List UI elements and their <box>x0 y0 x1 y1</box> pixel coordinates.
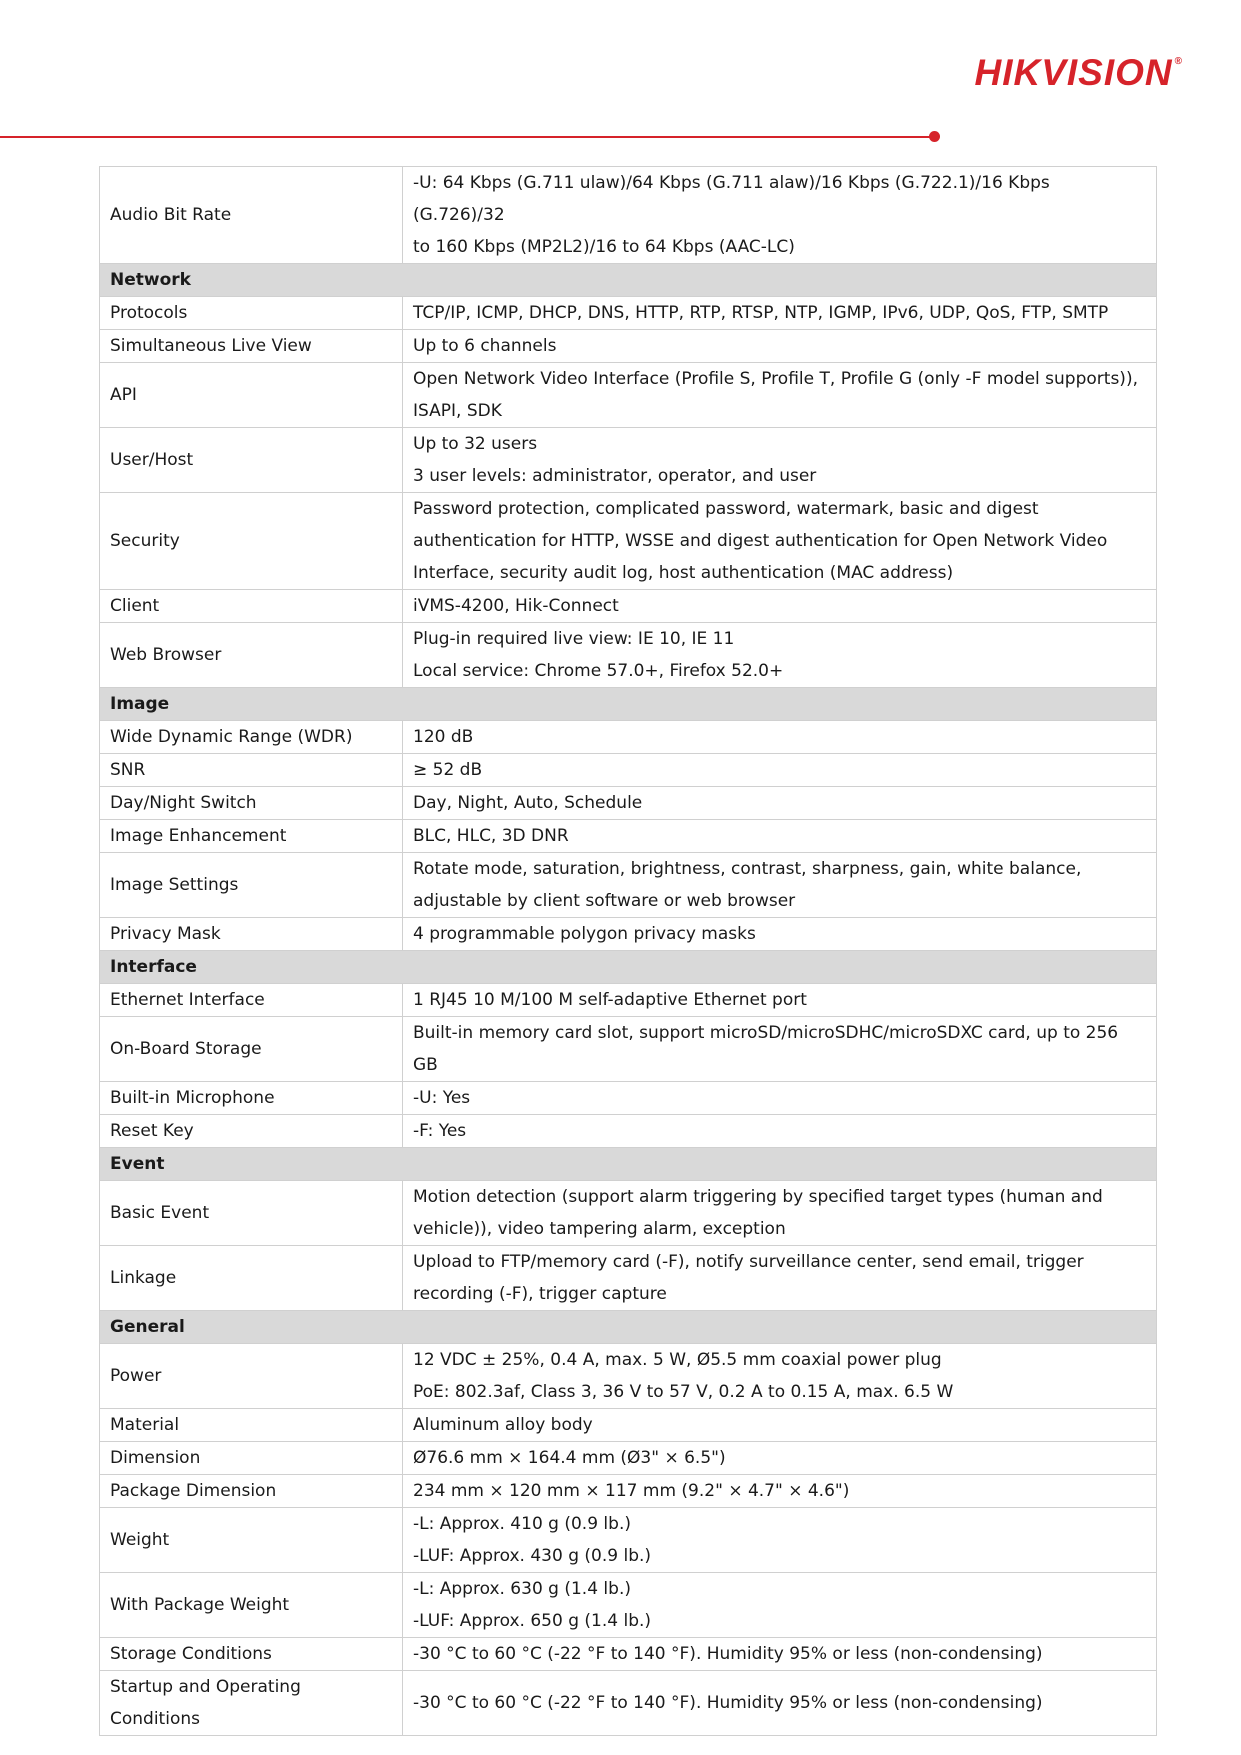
spec-value <box>403 1017 1157 1082</box>
spec-value <box>403 853 1157 918</box>
spec-value-line: to 160 Kbps (MP2L2)/16 to 64 Kbps (AAC-LC) <box>413 237 795 257</box>
spec-row <box>100 1638 1157 1671</box>
spec-row <box>100 984 1157 1017</box>
spec-value <box>403 1082 1157 1115</box>
spec-value-line: Aluminum alloy body <box>413 1415 593 1435</box>
spec-label: With Package Weight <box>100 1573 403 1638</box>
spec-row <box>100 330 1157 363</box>
section-title: General <box>100 1311 1157 1344</box>
spec-label: Storage Conditions <box>100 1638 403 1671</box>
spec-value-line: Interface, security audit log, host authentication (MAC address) <box>413 563 954 583</box>
spec-value-line: Rotate mode, saturation, brightness, contrast, sharpness, gain, white balance, <box>413 859 1082 879</box>
spec-value <box>403 1442 1157 1475</box>
spec-row <box>100 493 1157 590</box>
spec-value <box>403 363 1157 428</box>
spec-value <box>403 754 1157 787</box>
spec-row <box>100 721 1157 754</box>
spec-row <box>100 1246 1157 1311</box>
section-header <box>100 951 1157 984</box>
spec-row <box>100 853 1157 918</box>
spec-value-line: Up to 6 channels <box>413 336 557 356</box>
spec-label: Linkage <box>100 1246 403 1311</box>
spec-label: Startup and Operating Conditions <box>100 1671 403 1736</box>
spec-value <box>403 623 1157 688</box>
spec-value-line: Ø76.6 mm × 164.4 mm (Ø3" × 6.5") <box>413 1448 726 1468</box>
spec-label: Wide Dynamic Range (WDR) <box>100 721 403 754</box>
spec-value-line: -LUF: Approx. 650 g (1.4 lb.) <box>413 1611 652 1631</box>
spec-row <box>100 1442 1157 1475</box>
spec-value <box>403 590 1157 623</box>
spec-row <box>100 297 1157 330</box>
spec-value <box>403 297 1157 330</box>
spec-value-line: ≥ 52 dB <box>413 760 483 780</box>
spec-label: Privacy Mask <box>100 918 403 951</box>
spec-value-line: Up to 32 users <box>413 434 538 454</box>
spec-value-line: Built-in memory card slot, support microSD/microSDHC/microSDXC card, up to 256 GB <box>413 1023 1119 1075</box>
spec-row <box>100 787 1157 820</box>
section-title: Event <box>100 1148 1157 1181</box>
spec-row <box>100 1409 1157 1442</box>
spec-value-line: TCP/IP, ICMP, DHCP, DNS, HTTP, RTP, RTSP, NTP, IGMP, IPv6, UDP, QoS, FTP, SMTP <box>413 303 1109 323</box>
spec-value-line: -U: Yes <box>413 1088 471 1108</box>
spec-value <box>403 1573 1157 1638</box>
spec-row <box>100 1017 1157 1082</box>
spec-value-line: 4 programmable polygon privacy masks <box>413 924 756 944</box>
spec-value <box>403 1246 1157 1311</box>
spec-value-line: authentication for HTTP, WSSE and digest authentication for Open Network Video <box>413 531 1108 551</box>
spec-label: Web Browser <box>100 623 403 688</box>
spec-label: Power <box>100 1344 403 1409</box>
spec-label: API <box>100 363 403 428</box>
spec-value-line: BLC, HLC, 3D DNR <box>413 826 569 846</box>
spec-label: Security <box>100 493 403 590</box>
spec-label: Built-in Microphone <box>100 1082 403 1115</box>
spec-value-line: Plug-in required live view: IE 10, IE 11 <box>413 629 735 649</box>
spec-row <box>100 1671 1157 1736</box>
header-rule <box>0 136 932 138</box>
spec-value <box>403 493 1157 590</box>
spec-value-line: Upload to FTP/memory card (-F), notify surveillance center, send email, trigger <box>413 1252 1084 1272</box>
spec-value-line: iVMS-4200, Hik-Connect <box>413 596 619 616</box>
brand-name: HIKVISION <box>974 52 1173 93</box>
spec-row <box>100 428 1157 493</box>
spec-value-line: -30 °C to 60 °C (-22 °F to 140 °F). Humidity 95% or less (non-condensing) <box>413 1693 1043 1713</box>
spec-label: Image Enhancement <box>100 820 403 853</box>
spec-row <box>100 1082 1157 1115</box>
spec-table-body <box>100 167 1157 1736</box>
header-rule-dot <box>929 131 940 142</box>
spec-value-line: 3 user levels: administrator, operator, and user <box>413 466 817 486</box>
spec-value-line: 234 mm × 120 mm × 117 mm (9.2" × 4.7" × 4.6") <box>413 1481 850 1501</box>
spec-value-line: vehicle)), video tampering alarm, exception <box>413 1219 786 1239</box>
spec-value-line: -F: Yes <box>413 1121 467 1141</box>
spec-label: Client <box>100 590 403 623</box>
spec-row <box>100 1344 1157 1409</box>
spec-label: Package Dimension <box>100 1475 403 1508</box>
spec-value <box>403 1671 1157 1736</box>
spec-row <box>100 1115 1157 1148</box>
spec-value <box>403 167 1157 264</box>
spec-label: SNR <box>100 754 403 787</box>
spec-value-line: adjustable by client software or web browser <box>413 891 796 911</box>
spec-label: Dimension <box>100 1442 403 1475</box>
spec-label: Reset Key <box>100 1115 403 1148</box>
spec-value <box>403 330 1157 363</box>
spec-value-line: -U: 64 Kbps (G.711 ulaw)/64 Kbps (G.711 alaw)/16 Kbps (G.722.1)/16 Kbps (G.726)/32 <box>413 173 1050 225</box>
spec-value-line: -L: Approx. 630 g (1.4 lb.) <box>413 1579 631 1599</box>
spec-value <box>403 984 1157 1017</box>
spec-row <box>100 623 1157 688</box>
spec-label: Protocols <box>100 297 403 330</box>
spec-value-line: PoE: 802.3af, Class 3, 36 V to 57 V, 0.2 A to 0.15 A, max. 6.5 W <box>413 1382 954 1402</box>
spec-row <box>100 820 1157 853</box>
registered-mark: ® <box>1174 56 1183 67</box>
spec-value-line: recording (-F), trigger capture <box>413 1284 667 1304</box>
spec-value <box>403 1344 1157 1409</box>
spec-row <box>100 1475 1157 1508</box>
spec-value <box>403 1638 1157 1671</box>
spec-label: Basic Event <box>100 1181 403 1246</box>
spec-value <box>403 1115 1157 1148</box>
spec-table <box>99 166 1157 1736</box>
spec-label: Weight <box>100 1508 403 1573</box>
spec-row <box>100 1181 1157 1246</box>
spec-value-line: Open Network Video Interface (Profile S, Profile T, Profile G (only -F model supports)), <box>413 369 1138 389</box>
spec-value <box>403 787 1157 820</box>
spec-value <box>403 918 1157 951</box>
spec-value <box>403 820 1157 853</box>
spec-label: On-Board Storage <box>100 1017 403 1082</box>
spec-label: User/Host <box>100 428 403 493</box>
section-title: Image <box>100 688 1157 721</box>
spec-value-line: Motion detection (support alarm triggering by specified target types (human and <box>413 1187 1103 1207</box>
spec-label: Audio Bit Rate <box>100 167 403 264</box>
spec-value-line: Local service: Chrome 57.0+, Firefox 52.0+ <box>413 661 784 681</box>
section-title: Interface <box>100 951 1157 984</box>
spec-row <box>100 1573 1157 1638</box>
spec-row <box>100 363 1157 428</box>
spec-label: Day/Night Switch <box>100 787 403 820</box>
spec-value-line: -30 °C to 60 °C (-22 °F to 140 °F). Humidity 95% or less (non-condensing) <box>413 1644 1043 1664</box>
spec-value <box>403 1181 1157 1246</box>
spec-label: Material <box>100 1409 403 1442</box>
spec-row <box>100 590 1157 623</box>
section-title: Network <box>100 264 1157 297</box>
spec-value <box>403 1508 1157 1573</box>
spec-label: Simultaneous Live View <box>100 330 403 363</box>
spec-label: Image Settings <box>100 853 403 918</box>
hikvision-logo <box>974 52 1183 94</box>
section-header <box>100 264 1157 297</box>
spec-value-line: Password protection, complicated password, watermark, basic and digest <box>413 499 1039 519</box>
spec-label: Ethernet Interface <box>100 984 403 1017</box>
section-header <box>100 688 1157 721</box>
spec-value-line: -L: Approx. 410 g (0.9 lb.) <box>413 1514 631 1534</box>
spec-value <box>403 721 1157 754</box>
section-header <box>100 1148 1157 1181</box>
spec-row <box>100 167 1157 264</box>
spec-row <box>100 754 1157 787</box>
spec-value <box>403 428 1157 493</box>
spec-value-line: ISAPI, SDK <box>413 401 502 421</box>
spec-value-line: 1 RJ45 10 M/100 M self-adaptive Ethernet port <box>413 990 807 1010</box>
spec-value-line: 120 dB <box>413 727 474 747</box>
section-header <box>100 1311 1157 1344</box>
spec-row <box>100 918 1157 951</box>
spec-value-line: -LUF: Approx. 430 g (0.9 lb.) <box>413 1546 652 1566</box>
spec-value <box>403 1409 1157 1442</box>
spec-value <box>403 1475 1157 1508</box>
spec-value-line: 12 VDC ± 25%, 0.4 A, max. 5 W, Ø5.5 mm coaxial power plug <box>413 1350 942 1370</box>
spec-value-line: Day, Night, Auto, Schedule <box>413 793 643 813</box>
spec-row <box>100 1508 1157 1573</box>
